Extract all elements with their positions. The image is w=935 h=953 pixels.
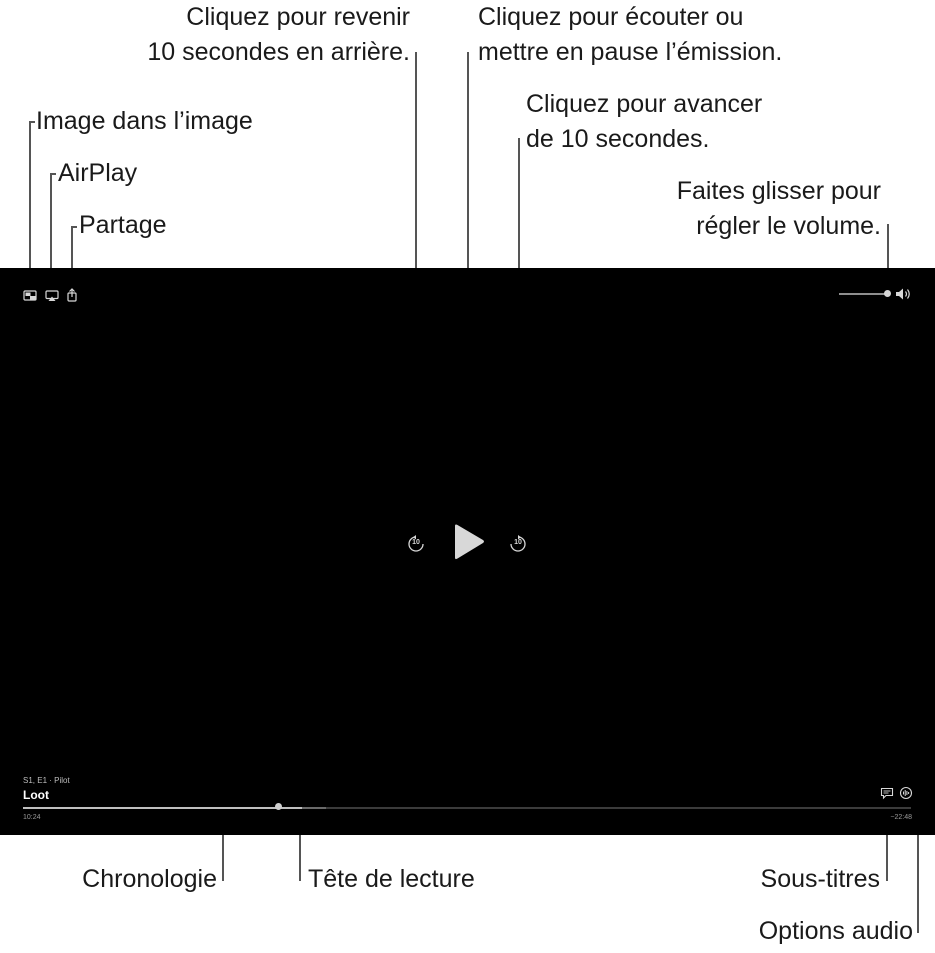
- leader-airplay-tick: [50, 173, 56, 175]
- callout-airplay: AirPlay: [58, 159, 138, 187]
- leader-pip-tick: [29, 121, 35, 123]
- share-icon[interactable]: [66, 288, 78, 307]
- play-icon: [452, 523, 486, 561]
- callout-play-line2: mettre en pause l’émission.: [478, 38, 783, 66]
- callout-play: [478, 0, 782, 70]
- audio-options-button[interactable]: [899, 786, 913, 805]
- volume-slider-track[interactable]: [839, 293, 889, 295]
- video-player[interactable]: [0, 268, 935, 835]
- callout-audio-options: Options audio: [758, 917, 913, 945]
- elapsed-time: 10:24: [23, 814, 41, 821]
- callout-playhead: Tête de lecture: [308, 865, 475, 893]
- leader-pip: [29, 121, 31, 285]
- timeline-played: [23, 807, 302, 809]
- speaker-icon[interactable]: [895, 287, 913, 306]
- callout-skip-forward: [526, 87, 762, 157]
- audio-options-icon: [899, 786, 913, 800]
- skip-forward-10-button[interactable]: [508, 534, 528, 554]
- show-title: Loot: [23, 788, 49, 802]
- subtitles-button[interactable]: [880, 787, 894, 805]
- callout-volume-line1: Faites glisser pour: [676, 177, 881, 205]
- callout-skip-back-line1: Cliquez pour revenir: [186, 3, 410, 31]
- leader-share-tick: [71, 226, 77, 228]
- callout-share: Partage: [79, 211, 167, 239]
- airplay-icon[interactable]: [45, 289, 59, 307]
- episode-label: S1, E1 · Pilot: [23, 776, 70, 785]
- callout-subtitles: Sous-titres: [760, 865, 880, 893]
- remaining-time: −22:48: [890, 814, 912, 821]
- subtitles-icon: [880, 787, 894, 800]
- callout-volume: [677, 174, 881, 244]
- callout-skip-back: [147, 0, 410, 70]
- volume-slider-knob[interactable]: [884, 290, 891, 297]
- timeline[interactable]: [23, 807, 911, 809]
- callout-skip-forward-line2: de 10 secondes.: [526, 125, 710, 153]
- skip-back-seconds-label: 10: [412, 539, 420, 546]
- callout-skip-forward-line1: Cliquez pour avancer: [526, 90, 763, 118]
- callout-skip-back-line2: 10 secondes en arrière.: [147, 38, 410, 66]
- play-button[interactable]: [452, 523, 486, 566]
- picture-in-picture-icon[interactable]: [23, 289, 37, 307]
- callout-pip: Image dans l’image: [36, 107, 253, 135]
- callout-volume-line2: régler le volume.: [696, 212, 881, 240]
- skip-back-10-button[interactable]: [406, 534, 426, 554]
- skip-forward-seconds-label: 10: [514, 539, 522, 546]
- callout-timeline: Chronologie: [82, 865, 217, 893]
- callout-play-line1: Cliquez pour écouter ou: [478, 3, 744, 31]
- playhead[interactable]: [275, 803, 282, 810]
